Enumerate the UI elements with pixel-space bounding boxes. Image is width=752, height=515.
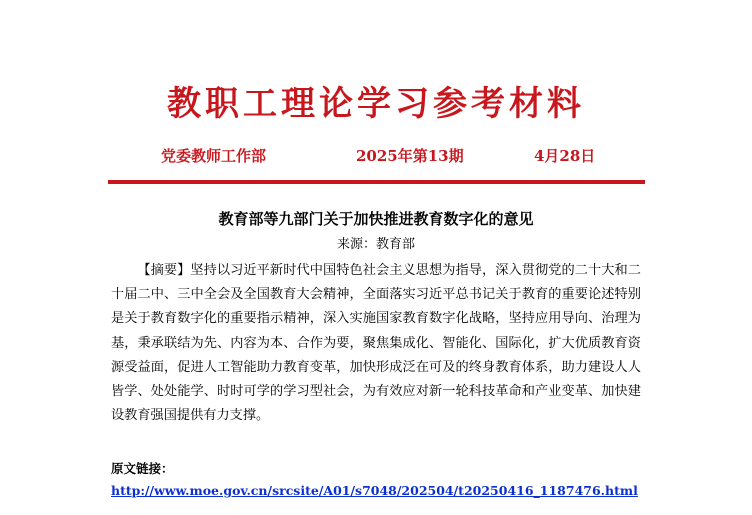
- masthead-divider: [108, 180, 645, 184]
- source-link-label: 原文链接：: [111, 461, 174, 476]
- article-abstract: 【摘要】坚持以习近平新时代中国特色社会主义思想为指导，深入贯彻党的二十大和二十届二中、三中全会及全国教育大会精神，全面落实习近平总书记关于教育的重要论述特别是关于教育数字化的重要指示精神，深入实施国家教育数字化战略，坚持应用导向、治理为基，秉承联结为先、内容为本、合作为要，聚焦集成化、智能化、国际化，扩大优质教育资源受益面，促进人工智能助力教育变革，加快形成泛在可及的终身教育体系，助力建设人人皆学、处处能学、时时可学的学习型社会，为有效应对新一轮科技革命和产业变革、加快建设教育强国提供有力支撑。: [111, 263, 641, 424]
- masthead-issue: 2025年第13期: [356, 147, 464, 165]
- masthead-department: 党委教师工作部: [161, 147, 267, 165]
- source-link[interactable]: http://www.moe.gov.cn/srcsite/A01/s7048/202504/t20250416_1187476.html: [111, 483, 638, 498]
- article-source: 来源：教育部: [336, 237, 415, 252]
- article-title: 教育部等九部门关于加快推进教育数字化的意见: [218, 210, 534, 228]
- masthead-date: 4月28日: [534, 147, 596, 165]
- masthead-title: 教职工理论学习参考材料: [167, 84, 585, 124]
